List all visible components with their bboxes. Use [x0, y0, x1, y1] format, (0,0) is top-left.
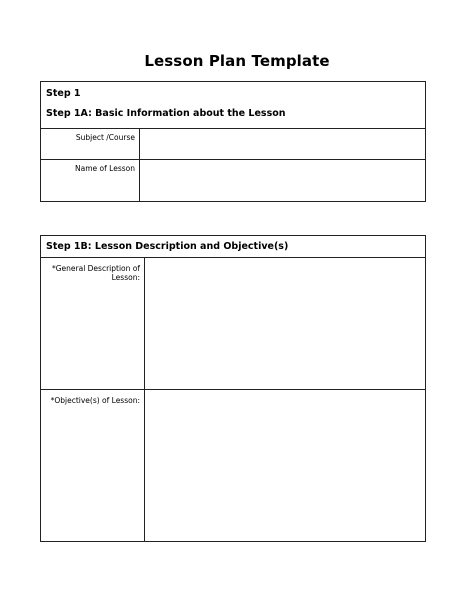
- general-description-label: *General Description of Lesson:: [41, 258, 145, 390]
- lesson-name-label: Name of Lesson: [41, 160, 140, 202]
- general-description-field[interactable]: [145, 258, 426, 390]
- step1-header-cell: [41, 82, 426, 129]
- basic-info-table: [40, 81, 426, 202]
- field-row-subject: [41, 129, 426, 160]
- subject-course-label: Subject /Course: [41, 129, 140, 160]
- objectives-label: *Objective(s) of Lesson:: [41, 390, 145, 542]
- field-row-lesson-name: [41, 160, 426, 202]
- subject-course-field[interactable]: [140, 129, 426, 160]
- description-objectives-table: [40, 235, 426, 542]
- step1-heading: Step 1: [46, 88, 81, 99]
- field-row-objectives: [41, 390, 426, 542]
- step1-header-row: [41, 82, 426, 129]
- field-row-description: [41, 258, 426, 390]
- step1a-heading: Step 1A: Basic Information about the Lesson: [46, 108, 286, 119]
- step1b-heading: Step 1B: Lesson Description and Objective(s): [41, 236, 426, 258]
- page-title: Lesson Plan Template: [144, 52, 330, 70]
- objectives-field[interactable]: [145, 390, 426, 542]
- lesson-name-field[interactable]: [140, 160, 426, 202]
- step1b-header-row: [41, 236, 426, 258]
